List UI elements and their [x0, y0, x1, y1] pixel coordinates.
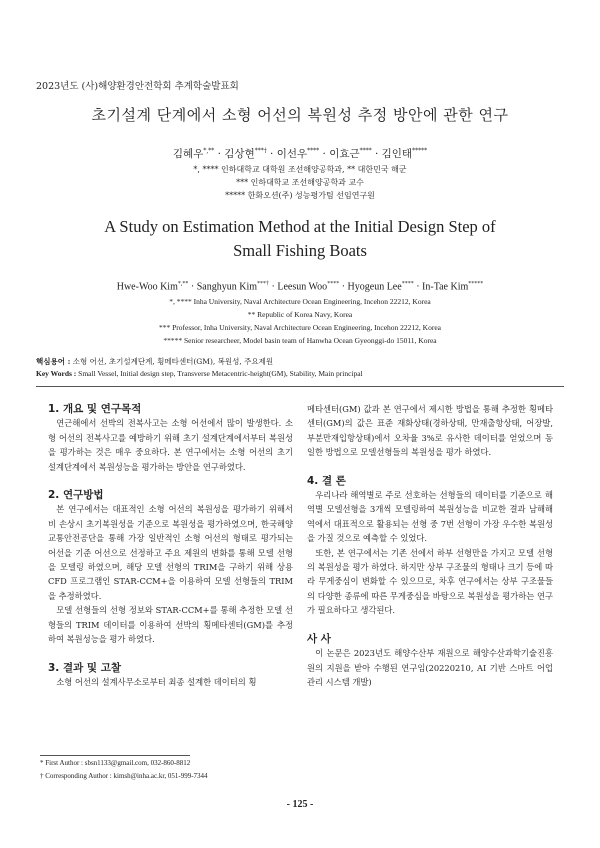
keywords-value: 소형 어선, 초기설계단계, 횡메타센터(GM), 복원성, 주요제원 [72, 357, 274, 366]
section-heading: 1. 개요 및 연구목적 [48, 403, 142, 415]
section-heading: 3. 결과 및 고찰 [48, 661, 121, 674]
section-heading: 사 사 [307, 632, 331, 645]
author-sup: ***† [254, 147, 267, 155]
title-line: Small Fishing Boats [233, 241, 367, 260]
author-name: 김혜우 [172, 148, 204, 160]
authors-english: Hwe-Woo Kim*,** · Sanghyun Kim***† · Leesun Woo**** · Hyogeun Lee**** · In-Tae Kim***** [116, 281, 484, 293]
page-number: - 125 - [286, 799, 314, 810]
keywords-english [36, 369, 363, 378]
paragraph: 소형 어선의 설계사무소로부터 최종 설계한 데이터의 횡 [56, 676, 257, 687]
author-sup: ***** [412, 147, 428, 155]
author-name: 이효근 [329, 148, 360, 160]
keywords-korean [36, 356, 273, 367]
affiliation-korean: *, **** 인하대학교 대학원 조선해양공학과, ** 대한민국 해군 [193, 165, 407, 174]
paragraph: 우리나라 해역별로 주로 선호하는 선형들의 데이터를 기준으로 해역별 모델선형을 3개씩 모델링하여 복원성능을 비교한 결과 남해해역에서 대표적으로 활용되는 선형 중 7번 선형이 가장 우수한 복원성을 가질 것으로 예측할 수 있었다. [307, 490, 553, 544]
paragraph: 또한, 본 연구에서는 기존 선에서 하부 선형만을 가지고 모델 선형의 복원성을 평가 하였다. 하지만 상부 구조물의 형태나 크기 등에 따라 무게중심이 변화할 수 있으므로, 차후 연구에서는 상부 구조물들의 다양한 종류에 따른 무게중심을 바탕으로 복원성을 평가하는 연구가 필요하다고 생각된다. [307, 547, 553, 616]
paper-title-korean: 초기설계 단계에서 소형 어선의 복원성 추정 방안에 관한 연구 [91, 106, 509, 124]
affiliation-english: *, **** Inha University, Naval Architecture Ocean Engineering, Incehon 22212, Korea [169, 297, 431, 306]
title-line: A Study on Estimation Method at the Initial Design Step of [104, 217, 496, 236]
author-sup: **** [307, 147, 320, 155]
footnote-first-author: * First Author : sbsn1133@gmail.com, 032-860-8812 [40, 759, 191, 767]
author-sup: **** [401, 281, 414, 287]
author-sup: ***** [468, 281, 484, 287]
keywords-label: Key Words : [36, 369, 77, 378]
affiliation-english: ***** Senior researcheer, Model basin team of Hanwha Ocean Gyeonggi-do 15011, Korea [163, 336, 437, 345]
affiliation-korean: *** 인하대학교 조선해양공학과 교수 [236, 178, 364, 187]
author-sup: *,** [203, 147, 215, 155]
affiliation-korean: ***** 한화오션(주) 성능평가팀 선임연구원 [225, 191, 375, 200]
author-name: Hyogeun Lee [347, 281, 402, 293]
affiliation-english: ** Republic of Korea Navy, Korea [247, 310, 353, 319]
author-name: Sanghyun Kim [196, 281, 257, 293]
paragraph: 모델 선형들의 선형 정보와 STAR-CCM+를 통해 추정한 모델 선형들의 TRIM 데이터를 이용하여 선박의 횡메타센터(GM)를 추정하여 복원성능을 평가 하였다. [48, 605, 293, 645]
author-name: Hwe-Woo Kim [116, 281, 178, 293]
paragraph: 본 연구에서는 대표적인 소형 어선의 복원성을 평가하기 위해서 비 손상시 초기복원성을 기준으로 복원성을 평가하였으며, 한국해양교통안전공단을 통해 가장 일반적인 소형 어선의 형태로 평가되는 어선을 기준 어선으로 선정하고 주요 제원의 변화를 통해 모델 선형을 모델링 하였으며, 해당 모델 선형의 TRIM을 구하기 위해 상용 CFD 프로그램인 STAR-CCM+을 이용하여 모델 선형들의 TRIM을 추정하였다. [48, 504, 293, 601]
paragraph: 연근해에서 선박의 전복사고는 소형 어선에서 많이 발생한다. 소형 어선의 전복사고를 예방하기 위해 초기 설계단계에서부터 복원성을 평가하는 것은 매우 중요하다. 본 연구에서는 소형 어선의 초기 설계단계에서 복원성능을 평가하는 방안을 연구하였다. [48, 418, 293, 472]
paper-title-english [0, 215, 600, 263]
section-heading: 4. 결 론 [307, 474, 346, 487]
conference-header: 2023년도 (사)해양환경안전학회 추계학술발표회 [36, 81, 239, 92]
paragraph: 이 논문은 2023년도 해양수산부 재원으로 해양수산과학기술진흥원의 지원을 받아 수행된 연구임(20220210, AI 기반 스마트 어업관리 시스템 개발) [307, 648, 553, 687]
right-column [307, 402, 553, 689]
author-sup: **** [359, 147, 372, 155]
author-name: 김인태 [381, 148, 413, 160]
author-name: 이선우 [276, 148, 308, 160]
author-name: Leesun Woo [277, 281, 328, 293]
affiliation-english: *** Professor, Inha University, Naval Architecture Ocean Engineering, Incehon 22212, Korea [158, 323, 442, 332]
footnote-divider [40, 755, 190, 756]
keywords-label: 핵심용어 : [36, 357, 71, 366]
author-sup: **** [327, 281, 340, 287]
author-name: 김상현 [224, 148, 255, 160]
author-sup: ***† [257, 281, 269, 287]
left-column [48, 402, 293, 689]
paragraph: 메타센터(GM) 값과 본 연구에서 제시한 방법을 통해 추정한 횡메타센터(GM)의 값은 표준 재화상태(경하상태, 만재출항상태, 어장발, 부분만재입항상태)에서 오차율 3%로 유사한 데이터를 얻었으며 동일한 방법으로 모델선형들의 복원성을 평가 하였다. [307, 404, 553, 458]
footnote-corresponding-author: † Corresponding Author : kimsh@inha.ac.kr, 051-999-7344 [40, 772, 208, 780]
author-name: In-Tae Kim [422, 281, 469, 293]
keywords-divider [36, 386, 564, 387]
author-sup: *,** [177, 281, 189, 287]
keywords-value: Small Vessel, Initial design step, Transverse Metacentric-height(GM), Stability, Main principal [78, 369, 363, 378]
authors-korean: 김혜우*,** · 김상현***† · 이선우**** · 이효근**** · 김인태***** [172, 147, 428, 160]
section-heading: 2. 연구방법 [48, 489, 104, 502]
